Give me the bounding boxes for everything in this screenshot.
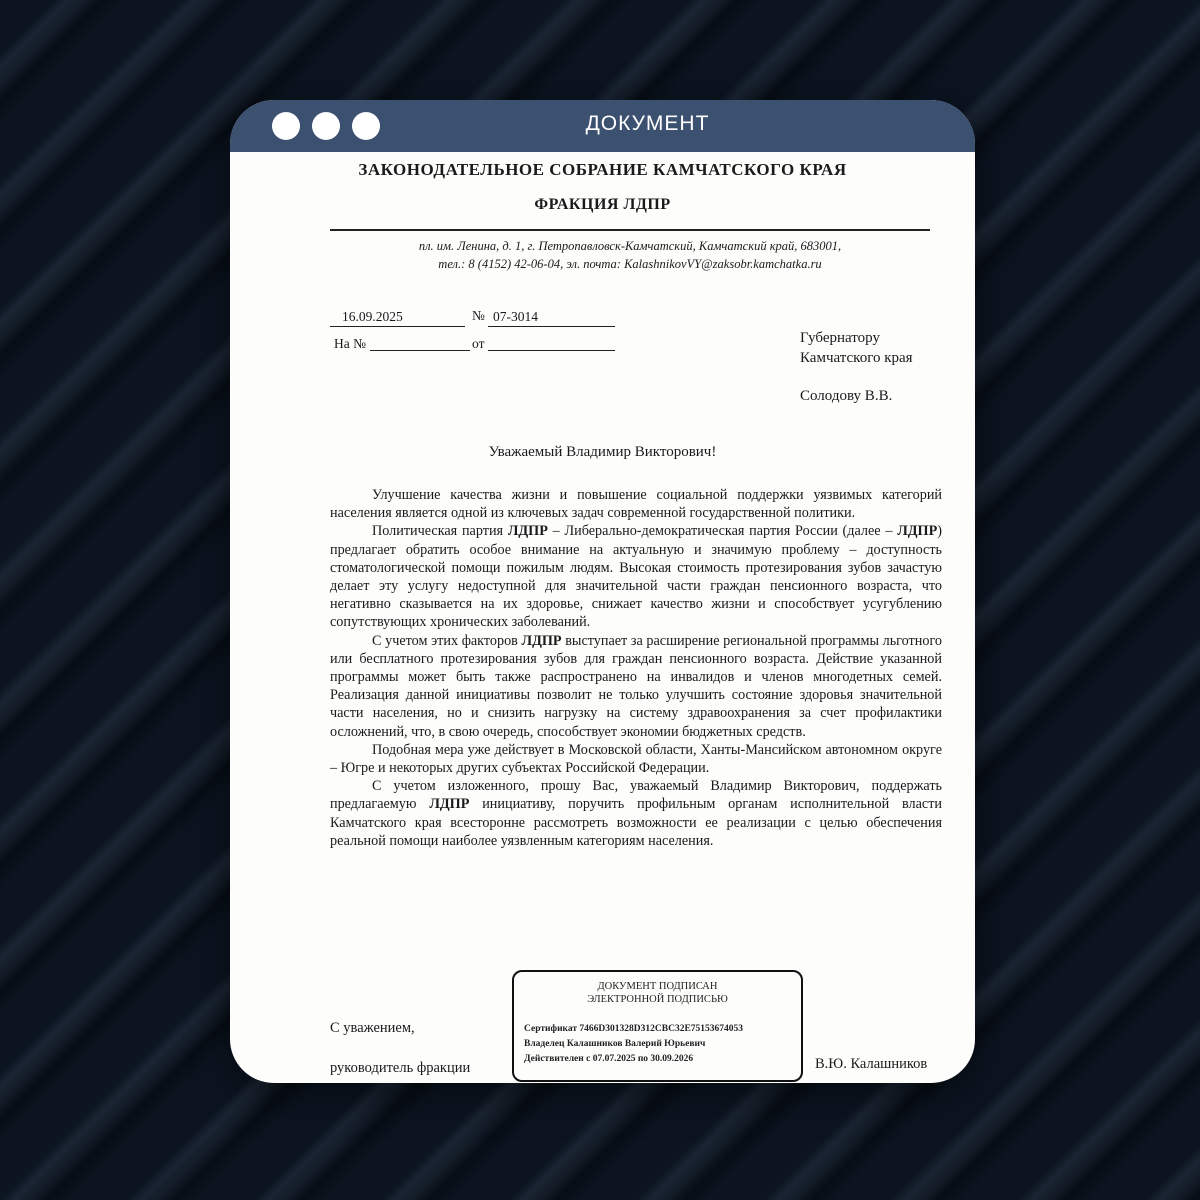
paragraph: Подобная мера уже действует в Московской области, Ханты-Мансийском автономном округе – Югре и некоторых других субъектах Российской Федерации.	[330, 741, 942, 777]
contact-line: тел.: 8 (4152) 42-06-04, эл. почта: KalashnikovVY@zaksobr.kamchatka.ru	[438, 257, 822, 271]
reference-date-underline	[488, 350, 615, 351]
stamp-details	[524, 1022, 743, 1067]
date-underline	[330, 326, 465, 327]
paragraph: С учетом изложенного, прошу Вас, уважаемый Владимир Викторович, поддержать предлагаемую ЛДПР инициативу, поручить профильным органам исполнительной власти Камчатского края всесторонне рассмотреть возможности ее реализации с целью обеспечения реальной помощи наиболее уязвленным категориям населения.	[330, 778, 942, 849]
letter-body	[330, 486, 942, 850]
stamp-certificate: Сертификат 7466D301328D312CBC32E75153674053	[524, 1024, 744, 1034]
addressee-block	[800, 328, 913, 406]
reference-number-label: На №	[334, 336, 366, 351]
faction-name: ФРАКЦИЯ ЛДПР	[534, 196, 671, 213]
closing-regards: С уважением,	[330, 1020, 415, 1036]
paragraph: Улучшение качества жизни и повышение социальной поддержки уязвимых категорий населения является одной из ключевых задач современной государственной политики.	[330, 487, 942, 522]
signer-position: руководитель фракции	[330, 1060, 471, 1076]
addressee-region: Камчатского края	[800, 350, 913, 366]
window-titlebar	[230, 100, 975, 152]
signer-name: В.Ю. Калашников	[815, 1056, 928, 1072]
stamp-heading: ДОКУМЕНТ ПОДПИСАН ЭЛЕКТРОННОЙ ПОДПИСЬЮ	[587, 981, 728, 1005]
stamp-owner: Владелец Калашников Валерий Юрьевич	[524, 1039, 706, 1049]
stamp-validity: Действителен с 07.07.2025 по 30.09.2026	[524, 1054, 694, 1064]
reference-underline	[370, 350, 470, 351]
letterhead-address	[330, 237, 930, 273]
number-underline	[488, 326, 615, 327]
registration-number: 07-3014	[493, 309, 538, 324]
letterhead-divider	[330, 229, 930, 231]
paragraph: С учетом этих факторов ЛДПР выступает за расширение региональной программы льготного или бесплатного протезирования зубов для граждан пенсионного возраста. Действие указанной программы может быть также распространено на инвалидов и членов многодетных семей. Реализация данной инициативы позволит не только улучшить состояние здоровья значительной части населения, но и снизить нагрузку на систему здравоохранения за счет профилактики осложнений, что, в свою очередь, способствует экономии бюджетных средств.	[330, 632, 942, 740]
reference-date-label: от	[472, 336, 485, 351]
registration-number-label: №	[472, 308, 485, 323]
document-window	[230, 100, 975, 1083]
paragraph: Политическая партия ЛДПР – Либерально-демократическая партия России (далее – ЛДПР) предлагает обратить особое внимание на актуальную и значимую проблему – доступность стоматологической помощи пожилым людям. Высокая стоимость протезирования зубов зачастую делает эту услугу недоступной для значительной части граждан пенсионного возраста, что негативно сказывается на их здоровье, снижает качество жизни и способствует усугублению сопутствующих хронических заболеваний.	[330, 523, 942, 631]
registration-date: 16.09.2025	[342, 309, 403, 324]
address-line: пл. им. Ленина, д. 1, г. Петропавловск-Камчатский, Камчатский край, 683001,	[418, 239, 842, 253]
addressee-title: Губернатору	[800, 330, 880, 346]
window-title: ДОКУМЕНТ	[585, 112, 710, 135]
electronic-signature-stamp	[512, 970, 803, 1082]
addressee-name: Солодову В.В.	[800, 388, 893, 404]
salutation: Уважаемый Владимир Викторович!	[488, 444, 717, 460]
organization-name: ЗАКОНОДАТЕЛЬНОЕ СОБРАНИЕ КАМЧАТСКОГО КРАЯ	[358, 160, 847, 179]
letter-page	[230, 152, 975, 1083]
